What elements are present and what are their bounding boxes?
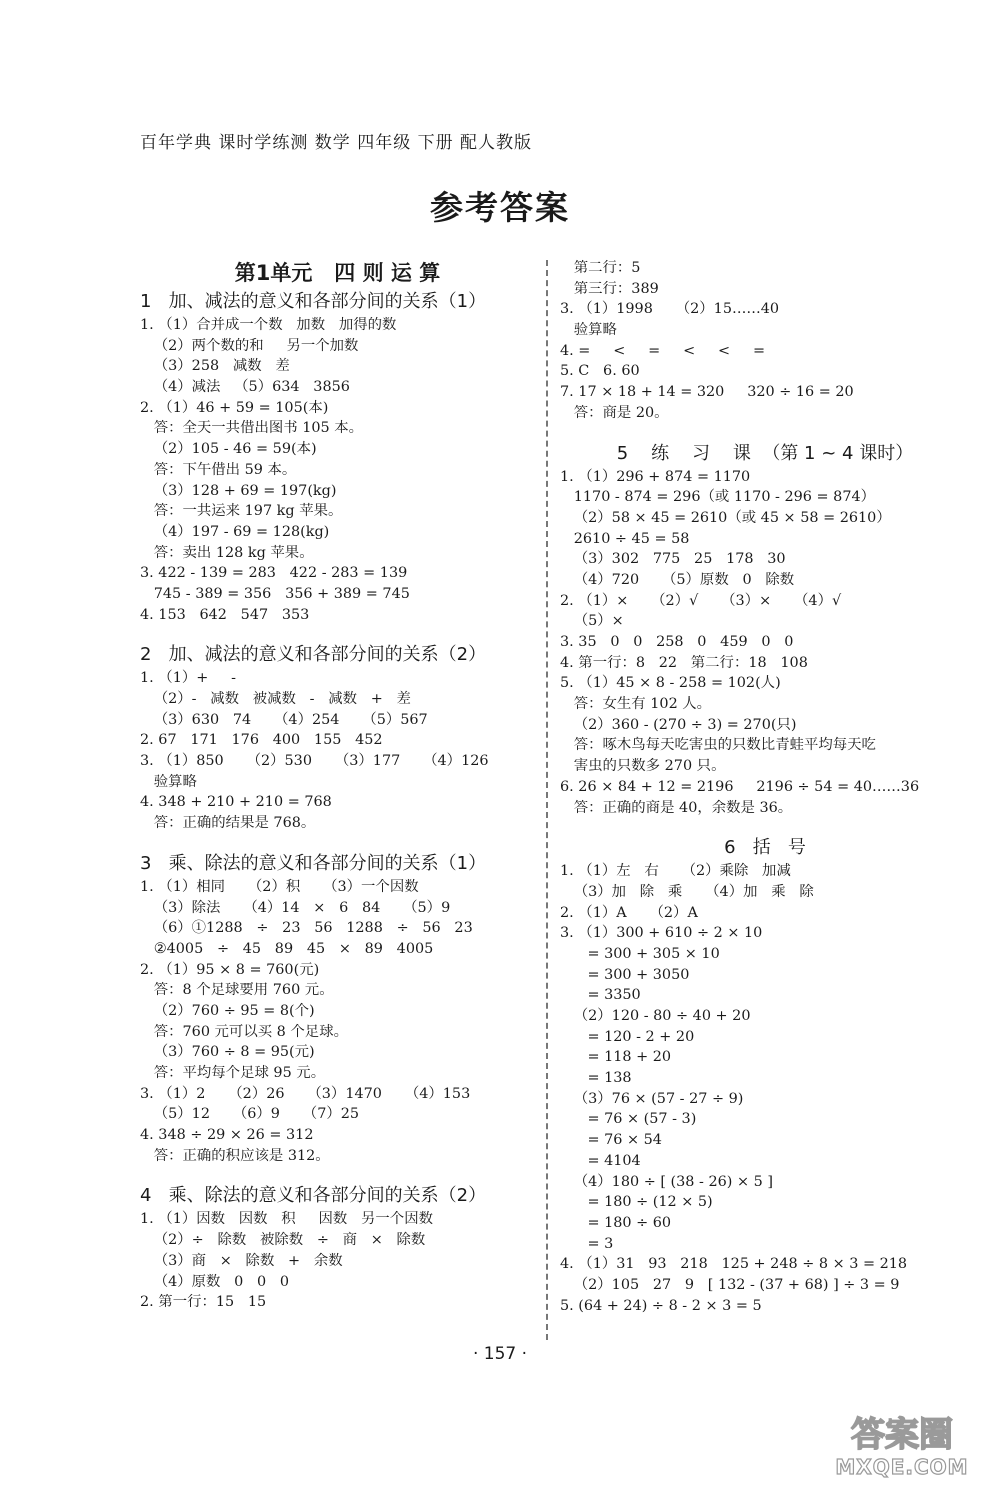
answer-line: ②4005 ÷ 45 89 45 × 89 4005 — [140, 940, 434, 957]
answer-line: 答：卖出 128 kg 苹果。 — [140, 544, 314, 561]
answer-line: （5）× — [560, 613, 624, 630]
answer-line: 答：平均每个足球 95 元。 — [140, 1065, 326, 1081]
answer-line: = 180 ÷ 60 — [560, 1214, 672, 1231]
answer-line: （2）÷ 除数 被除数 ÷ 商 × 除数 — [140, 1232, 426, 1249]
answer-line: 答：下午借出 59 本。 — [140, 461, 297, 478]
answer-line: 3. （1）300 + 610 ÷ 2 × 10 — [560, 925, 763, 942]
answer-line: （3）76 × (57 - 27 ÷ 9) — [560, 1090, 744, 1107]
answer-line: 3. 422 - 139 = 283 422 - 283 = 139 — [140, 565, 408, 582]
answer-line: 第三行：389 — [560, 280, 659, 297]
answer-line: （2）两个数的和 另一个加数 — [140, 337, 359, 354]
answer-line: 答：正确的商是 40，余数是 36。 — [560, 799, 793, 816]
answer-line: 5. （1）45 × 8 - 258 = 102(人) — [560, 675, 781, 692]
answer-line: 4. 第一行：8 22 第二行：18 108 — [560, 654, 808, 671]
answer-line: 1. （1）相同 （2）积 （3）一个因数 — [140, 878, 419, 895]
answer-line: 4. = < = < < = — [560, 342, 766, 359]
answer-line: = 300 + 3050 — [560, 966, 690, 983]
answer-line: 答：8 个足球要用 760 元。 — [140, 982, 334, 999]
answer-line: 害虫的只数多 270 只。 — [560, 758, 726, 775]
answer-line: （4）原数 0 0 0 — [140, 1273, 290, 1290]
answer-line: 2. （1）95 × 8 = 760(元) — [140, 961, 320, 978]
book-header: 百年学典 课时学练测 数学 四年级 下册 配人教版 — [140, 133, 533, 153]
answer-line: （2）- 减数 被减数 - 减数 + 差 — [140, 691, 411, 707]
section-title: 5 练 习 课 （第 1 ~ 4 课时） — [616, 442, 914, 464]
section-title: 2 加、减法的意义和各部分间的关系（2） — [140, 644, 487, 666]
answer-line: 答：全天一共借出图书 105 本。 — [140, 420, 364, 437]
answer-line: 5. (64 + 24) ÷ 8 - 2 × 3 = 5 — [560, 1297, 762, 1314]
answer-line: 3. （1）2 （2）26 （3）1470 （4）153 — [140, 1085, 471, 1102]
answer-line: 答：啄木鸟每天吃害虫的只数比青蛙平均每天吃 — [560, 737, 876, 754]
answer-line: 1. （1）左 右 （2）乘除 加减 — [560, 863, 791, 880]
answer-line: （2）105 27 9 [ 132 - (37 + 68) ] ÷ 3 = 9 — [560, 1276, 900, 1293]
left-column — [140, 258, 535, 1313]
answer-line: = 3350 — [560, 987, 641, 1004]
section-title: 1 加、减法的意义和各部分间的关系（1） — [140, 291, 487, 312]
answer-line: 2. （1）46 + 59 = 105(本) — [140, 399, 329, 416]
answer-line: （2）120 - 80 ÷ 40 + 20 — [560, 1008, 751, 1024]
answer-line: 2. （1）× （2）√ （3）× （4）√ — [560, 592, 842, 609]
answer-line: （4）180 ÷ [ (38 - 26) × 5 ] — [560, 1173, 773, 1190]
answer-line: 7. 17 × 18 + 14 = 320 320 ÷ 16 = 20 — [560, 384, 854, 401]
answer-line: 第二行：5 — [560, 260, 641, 276]
answer-line: = 180 ÷ (12 × 5) — [560, 1194, 713, 1211]
answer-line: = 118 + 20 — [560, 1049, 672, 1066]
answer-line: 1. （1）296 + 874 = 1170 — [560, 468, 751, 485]
column-divider — [546, 260, 548, 1340]
answer-line: 2. （1）A （2）A — [560, 904, 698, 921]
answer-line: 验算略 — [140, 773, 197, 790]
watermark-sub-text: MXQE.COM — [835, 1455, 969, 1479]
section-title: 6 括 号 — [724, 837, 806, 859]
answer-line: 答：商是 20。 — [560, 404, 669, 421]
answer-line: = 4104 — [560, 1152, 641, 1169]
answer-line: （4）720 （5）原数 0 除数 — [560, 571, 795, 588]
right-column — [560, 258, 970, 1316]
spacer — [140, 1166, 535, 1182]
answer-line: （3）302 775 25 178 30 — [560, 551, 786, 568]
answer-line: 745 - 389 = 356 356 + 389 = 745 — [140, 585, 410, 602]
answer-line: 答：正确的积应该是 312。 — [140, 1147, 330, 1164]
answer-line: 6. 26 × 84 + 12 = 2196 2196 ÷ 54 = 40……36 — [560, 778, 920, 795]
answer-line: = 76 × (57 - 3) — [560, 1111, 697, 1128]
page-number: · 157 · — [472, 1344, 528, 1364]
answer-line: 1. （1）合并成一个数 加数 加得的数 — [140, 317, 397, 333]
answer-line: （4）减法 （5）634 3856 — [140, 379, 350, 396]
answer-line: 4. （1）31 93 218 125 + 248 ÷ 8 × 3 = 218 — [560, 1256, 908, 1273]
spacer — [560, 424, 970, 440]
answer-line: （3）258 减数 差 — [140, 358, 290, 375]
answer-line: 1170 - 874 = 296（或 1170 - 296 = 874） — [560, 489, 876, 506]
answer-line: （3）除法 （4）14 × 6 84 （5）9 — [140, 899, 451, 916]
answer-line: 4. 348 ÷ 29 × 26 = 312 — [140, 1127, 314, 1144]
answer-line: （3）128 + 69 = 197(kg) — [140, 482, 337, 499]
answer-line: = 138 — [560, 1070, 632, 1087]
answer-line: （3）630 74 （4）254 （5）567 — [140, 711, 428, 728]
page-title: 参考答案 — [430, 188, 570, 227]
answer-line: 1. （1）+ - — [140, 670, 237, 687]
answer-line: 验算略 — [560, 322, 617, 339]
answer-line: 3. （1）1998 （2）15……40 — [560, 301, 780, 318]
section-title: 4 乘、除法的意义和各部分间的关系（2） — [140, 1185, 487, 1207]
answer-line: = 3 — [560, 1235, 614, 1252]
answer-line: = 76 × 54 — [560, 1132, 662, 1149]
answer-line: （2）360 - (270 ÷ 3) = 270(只) — [560, 716, 797, 733]
answer-line: （2）760 ÷ 95 = 8(个) — [140, 1002, 315, 1019]
watermark-main-text: 答案圈 — [851, 1415, 953, 1455]
answer-line: 3. 35 0 0 258 0 459 0 0 — [560, 634, 794, 650]
spacer — [140, 625, 535, 641]
unit-title: 第1单元 四 则 运 算 — [234, 261, 441, 285]
spacer — [560, 818, 970, 834]
answer-line: （3）760 ÷ 8 = 95(元) — [140, 1044, 315, 1061]
answer-line: 答：女生有 102 人。 — [560, 696, 712, 713]
answer-line: 1. （1）因数 因数 积 因数 另一个因数 — [140, 1211, 433, 1228]
answer-line: （3）商 × 除数 + 余数 — [140, 1252, 343, 1269]
answer-line: 答：一共运来 197 kg 苹果。 — [140, 503, 343, 520]
section-title: 3 乘、除法的意义和各部分间的关系（1） — [140, 852, 487, 874]
answer-line: 答：760 元可以买 8 个足球。 — [140, 1023, 348, 1040]
answer-line: 2. 67 171 176 400 155 452 — [140, 732, 383, 749]
watermark-logo — [812, 1406, 992, 1480]
answer-line: = 300 + 305 × 10 — [560, 945, 720, 962]
spacer — [140, 834, 535, 850]
answer-line: （6）①1288 ÷ 23 56 1288 ÷ 56 23 — [140, 920, 473, 937]
answer-line: 4. 348 + 210 + 210 = 768 — [140, 794, 332, 811]
answer-line: （3）加 除 乘 （4）加 乘 除 — [560, 883, 814, 900]
answer-line: 4. 153 642 547 353 — [140, 606, 310, 623]
answer-line: 答：正确的结果是 768。 — [140, 815, 316, 832]
answer-line: 3. （1）850 （2）530 （3）177 （4）126 — [140, 753, 489, 770]
answer-line: 5. C 6. 60 — [560, 363, 640, 380]
answer-line: （2）105 - 46 = 59(本) — [140, 441, 317, 458]
answer-line: （2）58 × 45 = 2610（或 45 × 58 = 2610） — [560, 509, 891, 526]
answer-line: 2610 ÷ 45 = 58 — [560, 530, 690, 547]
answer-line: 2. 第一行：15 15 — [140, 1294, 267, 1311]
answer-line: （4）197 - 69 = 128(kg) — [140, 523, 330, 540]
answer-line: （5）12 （6）9 （7）25 — [140, 1106, 360, 1123]
answer-line: = 120 - 2 + 20 — [560, 1028, 695, 1045]
